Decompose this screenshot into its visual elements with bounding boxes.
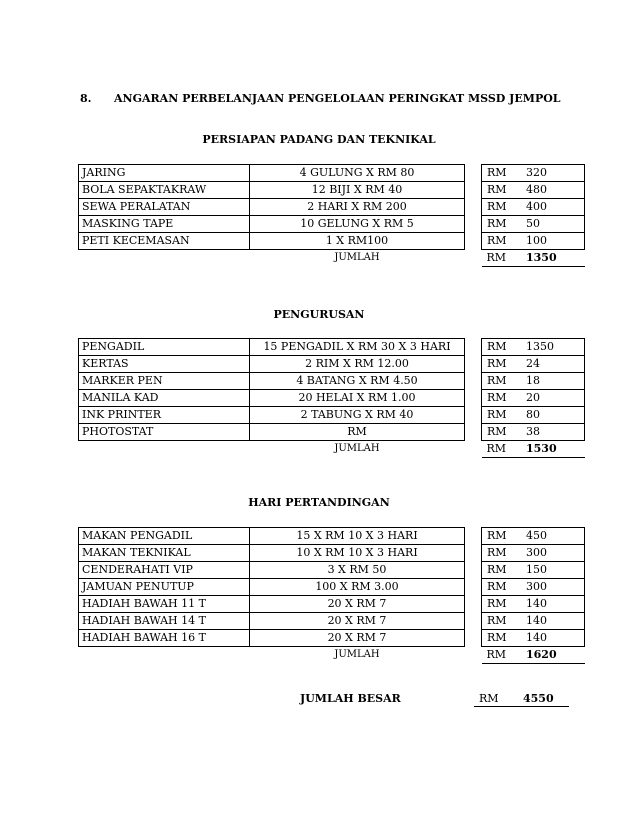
amount-cell: 100 — [518, 233, 585, 250]
item-cell: HADIAH BAWAH 16 T — [79, 630, 250, 647]
section-title-pengurusan: PENGURUSAN — [273, 308, 365, 321]
section-title-hari-pertandingan: HARI PERTANDINGAN — [248, 496, 390, 509]
item-cell: PENGADIL — [79, 339, 250, 356]
description-cell: 20 X RM 7 — [250, 630, 465, 647]
column-gap — [465, 250, 482, 267]
column-gap — [465, 562, 482, 579]
table-row — [79, 630, 585, 647]
table-row — [79, 424, 585, 441]
currency-cell: RM — [482, 613, 519, 630]
heading-number: 8. — [80, 92, 92, 105]
grand-total-currency: RM — [479, 692, 499, 705]
item-cell: HADIAH BAWAH 11 T — [79, 596, 250, 613]
total-label: JUMLAH — [334, 252, 380, 264]
description-cell: 2 TABUNG X RM 40 — [250, 407, 465, 424]
section-title-persiapan: PERSIAPAN PADANG DAN TEKNIKAL — [202, 133, 436, 146]
amount-cell: 80 — [518, 407, 585, 424]
item-cell: JARING — [79, 165, 250, 182]
document-heading — [80, 92, 561, 105]
description-cell: 1 X RM100 — [250, 233, 465, 250]
item-cell: MARKER PEN — [79, 373, 250, 390]
total-label: JUMLAH — [334, 443, 380, 455]
currency-cell: RM — [482, 339, 519, 356]
total-row — [79, 647, 585, 664]
item-cell: HADIAH BAWAH 14 T — [79, 613, 250, 630]
total-currency: RM — [482, 250, 519, 267]
table-row — [79, 199, 585, 216]
description-cell: 4 GULUNG X RM 80 — [250, 165, 465, 182]
amount-cell: 1350 — [518, 339, 585, 356]
grand-total-underline — [474, 706, 569, 707]
description-cell: RM — [250, 424, 465, 441]
item-cell: KERTAS — [79, 356, 250, 373]
description-cell: 2 RIM X RM 12.00 — [250, 356, 465, 373]
description-cell: 10 X RM 10 X 3 HARI — [250, 545, 465, 562]
column-gap — [465, 528, 482, 545]
total-amount: 1350 — [518, 250, 585, 267]
item-cell: PHOTOSTAT — [79, 424, 250, 441]
column-gap — [465, 424, 482, 441]
description-cell: 10 GELUNG X RM 5 — [250, 216, 465, 233]
column-gap — [465, 579, 482, 596]
amount-cell: 300 — [518, 579, 585, 596]
total-amount: 1530 — [518, 441, 585, 458]
empty-cell — [79, 441, 250, 458]
item-cell: SEWA PERALATAN — [79, 199, 250, 216]
column-gap — [465, 373, 482, 390]
item-cell: BOLA SEPAKTAKRAW — [79, 182, 250, 199]
amount-cell: 24 — [518, 356, 585, 373]
table-row — [79, 596, 585, 613]
column-gap — [465, 613, 482, 630]
amount-cell: 140 — [518, 630, 585, 647]
currency-cell: RM — [482, 424, 519, 441]
amount-cell: 480 — [518, 182, 585, 199]
item-cell: MANILA KAD — [79, 390, 250, 407]
empty-cell — [79, 647, 250, 664]
amount-cell: 18 — [518, 373, 585, 390]
amount-cell: 150 — [518, 562, 585, 579]
table-row — [79, 407, 585, 424]
currency-cell: RM — [482, 356, 519, 373]
item-cell: MASKING TAPE — [79, 216, 250, 233]
currency-cell: RM — [482, 216, 519, 233]
table-row — [79, 356, 585, 373]
column-gap — [465, 630, 482, 647]
grand-total-amount: 4550 — [523, 692, 554, 705]
amount-cell: 50 — [518, 216, 585, 233]
item-cell: JAMUAN PENUTUP — [79, 579, 250, 596]
currency-cell: RM — [482, 390, 519, 407]
table-row — [79, 165, 585, 182]
description-cell: 15 PENGADIL X RM 30 X 3 HARI — [250, 339, 465, 356]
item-cell: MAKAN TEKNIKAL — [79, 545, 250, 562]
table-row — [79, 613, 585, 630]
column-gap — [465, 407, 482, 424]
currency-cell: RM — [482, 407, 519, 424]
currency-cell: RM — [482, 596, 519, 613]
table-row — [79, 562, 585, 579]
item-cell: INK PRINTER — [79, 407, 250, 424]
total-label: JUMLAH — [334, 649, 380, 661]
currency-cell: RM — [482, 562, 519, 579]
amount-cell: 320 — [518, 165, 585, 182]
total-row — [79, 441, 585, 458]
budget-table-hari-pertandingan — [78, 527, 585, 664]
description-cell: 20 X RM 7 — [250, 613, 465, 630]
column-gap — [465, 390, 482, 407]
table-row — [79, 339, 585, 356]
total-currency: RM — [482, 647, 519, 664]
empty-cell — [79, 250, 250, 267]
amount-cell: 140 — [518, 596, 585, 613]
description-cell: 20 X RM 7 — [250, 596, 465, 613]
item-cell: CENDERAHATI VIP — [79, 562, 250, 579]
currency-cell: RM — [482, 579, 519, 596]
description-cell: 20 HELAI X RM 1.00 — [250, 390, 465, 407]
amount-cell: 450 — [518, 528, 585, 545]
column-gap — [465, 545, 482, 562]
currency-cell: RM — [482, 233, 519, 250]
budget-table-persiapan — [78, 164, 585, 267]
amount-cell: 140 — [518, 613, 585, 630]
currency-cell: RM — [482, 165, 519, 182]
currency-cell: RM — [482, 630, 519, 647]
item-cell: PETI KECEMASAN — [79, 233, 250, 250]
table-row — [79, 373, 585, 390]
description-cell: 3 X RM 50 — [250, 562, 465, 579]
column-gap — [465, 647, 482, 664]
budget-table-pengurusan — [78, 338, 585, 458]
column-gap — [465, 165, 482, 182]
currency-cell: RM — [482, 545, 519, 562]
table-row — [79, 233, 585, 250]
amount-cell: 20 — [518, 390, 585, 407]
table-row — [79, 528, 585, 545]
currency-cell: RM — [482, 182, 519, 199]
amount-cell: 300 — [518, 545, 585, 562]
table-row — [79, 216, 585, 233]
table-row — [79, 545, 585, 562]
currency-cell: RM — [482, 199, 519, 216]
amount-cell: 38 — [518, 424, 585, 441]
currency-cell: RM — [482, 528, 519, 545]
column-gap — [465, 441, 482, 458]
description-cell: 4 BATANG X RM 4.50 — [250, 373, 465, 390]
column-gap — [465, 182, 482, 199]
column-gap — [465, 233, 482, 250]
total-currency: RM — [482, 441, 519, 458]
total-row — [79, 250, 585, 267]
total-amount: 1620 — [518, 647, 585, 664]
description-cell: 12 BIJI X RM 40 — [250, 182, 465, 199]
column-gap — [465, 596, 482, 613]
column-gap — [465, 339, 482, 356]
column-gap — [465, 216, 482, 233]
column-gap — [465, 199, 482, 216]
description-cell: 100 X RM 3.00 — [250, 579, 465, 596]
table-row — [79, 390, 585, 407]
amount-cell: 400 — [518, 199, 585, 216]
currency-cell: RM — [482, 373, 519, 390]
grand-total-label: JUMLAH BESAR — [300, 692, 401, 705]
description-cell: 2 HARI X RM 200 — [250, 199, 465, 216]
column-gap — [465, 356, 482, 373]
item-cell: MAKAN PENGADIL — [79, 528, 250, 545]
description-cell: 15 X RM 10 X 3 HARI — [250, 528, 465, 545]
table-row — [79, 579, 585, 596]
table-row — [79, 182, 585, 199]
heading-title: ANGARAN PERBELANJAAN PENGELOLAAN PERINGKAT MSSD JEMPOL — [114, 92, 561, 105]
